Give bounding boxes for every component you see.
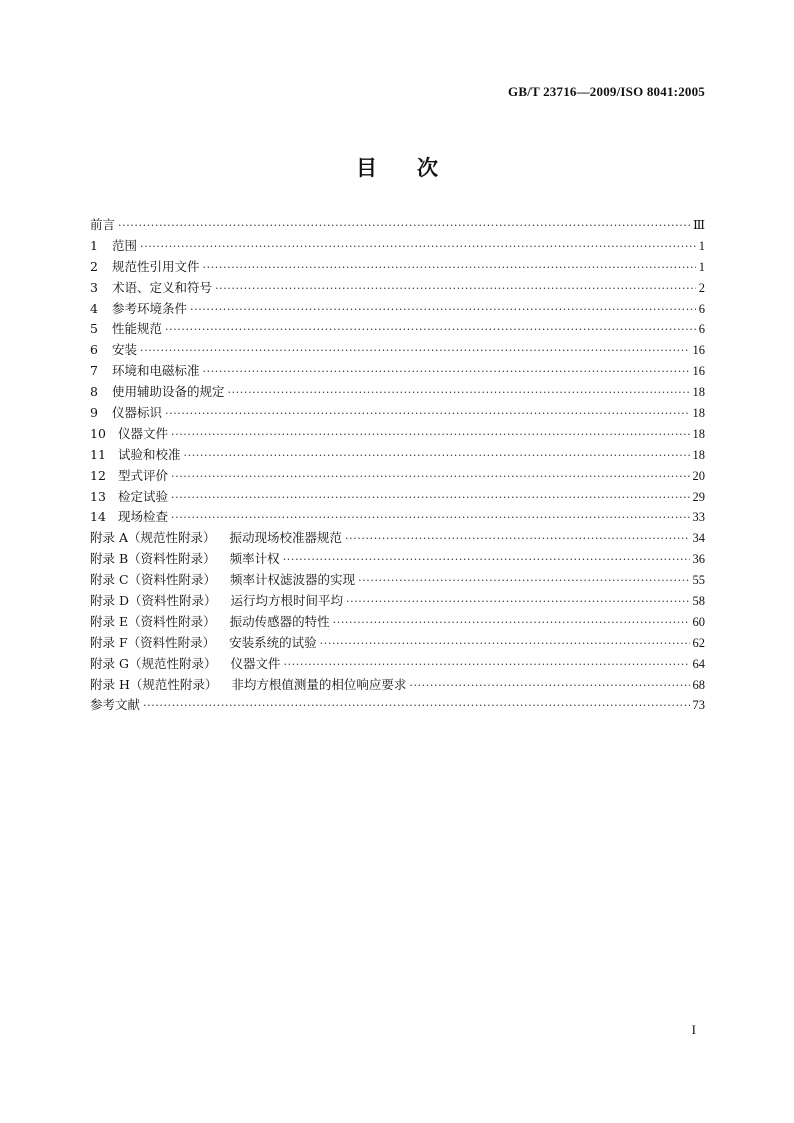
toc-entry-page: 2 bbox=[698, 280, 705, 295]
toc-entry-number: 12 bbox=[90, 467, 106, 483]
toc-annex-tag: 附录 E（资料性附录） bbox=[90, 613, 216, 629]
toc-entry-clause[interactable] bbox=[90, 257, 705, 278]
toc-entry-clause[interactable] bbox=[90, 424, 705, 445]
toc-entry-number: 11 bbox=[90, 446, 106, 462]
toc-entry-foreword[interactable] bbox=[90, 215, 705, 236]
toc-entry-page: 73 bbox=[692, 698, 705, 713]
toc-entry-number: 7 bbox=[90, 363, 98, 379]
toc-entry-page: 36 bbox=[692, 552, 705, 567]
toc-leader-dots bbox=[190, 300, 696, 321]
toc-entry-number: 14 bbox=[90, 509, 106, 525]
toc-entry-title: 使用辅助设备的规定 bbox=[112, 384, 225, 400]
toc-entry-title: 频率计权滤波器的实现 bbox=[230, 572, 356, 588]
toc-entry-title: 规范性引用文件 bbox=[112, 258, 200, 274]
toc-annex-tag: 附录 G（规范性附录） bbox=[90, 655, 217, 671]
toc-entry-title: 术语、定义和符号 bbox=[112, 279, 213, 295]
toc-entry-page: 16 bbox=[692, 364, 705, 379]
toc-entry-clause[interactable] bbox=[90, 278, 705, 299]
toc-entry-number: 3 bbox=[90, 279, 98, 295]
toc-entry-clause[interactable] bbox=[90, 507, 705, 528]
toc-entry-title: 振动传感器的特性 bbox=[229, 613, 330, 629]
toc-entry-title: 安装系统的试验 bbox=[229, 634, 317, 650]
toc-entry-title: 试验和校准 bbox=[118, 446, 181, 462]
toc-entry-title: 安装 bbox=[112, 342, 138, 358]
toc-leader-dots bbox=[171, 425, 689, 446]
toc-leader-dots bbox=[184, 446, 690, 467]
toc-entry-clause[interactable] bbox=[90, 487, 705, 508]
toc-entry-page: 20 bbox=[692, 468, 705, 483]
toc-entry-number: 6 bbox=[90, 342, 98, 358]
toc-annex-tag: 附录 H（规范性附录） bbox=[90, 676, 218, 692]
toc-leader-dots bbox=[346, 592, 689, 613]
toc-entry-page: 1 bbox=[698, 238, 705, 253]
toc-leader-dots bbox=[143, 696, 689, 717]
toc-entry-title: 非均方根值测量的相位响应要求 bbox=[231, 676, 407, 692]
toc-entry-page: 60 bbox=[692, 614, 705, 629]
toc-entry-page: 18 bbox=[692, 447, 705, 462]
toc-leader-dots bbox=[283, 550, 690, 571]
toc-leader-dots bbox=[165, 404, 689, 425]
toc-entry-number: 13 bbox=[90, 488, 106, 504]
toc-leader-dots bbox=[203, 258, 696, 279]
page-number: I bbox=[691, 1022, 696, 1037]
table-of-contents bbox=[90, 215, 705, 716]
toc-entry-page: 58 bbox=[692, 594, 705, 609]
toc-entry-annex[interactable] bbox=[90, 591, 705, 612]
toc-entry-number: 1 bbox=[90, 237, 98, 253]
toc-entry-title: 频率计权 bbox=[229, 551, 280, 567]
toc-leader-dots bbox=[333, 613, 690, 634]
toc-entry-clause[interactable] bbox=[90, 340, 705, 361]
toc-annex-tag: 附录 A（规范性附录） bbox=[90, 530, 216, 546]
toc-entry-page: 55 bbox=[692, 573, 705, 588]
toc-entry-title: 型式评价 bbox=[118, 467, 169, 483]
toc-entry-page: 34 bbox=[692, 531, 705, 546]
toc-leader-dots bbox=[118, 216, 690, 237]
toc-entry-annex[interactable] bbox=[90, 549, 705, 570]
toc-entry-title: 仪器文件 bbox=[118, 425, 169, 441]
toc-leader-dots bbox=[140, 341, 689, 362]
toc-entry-page: Ⅲ bbox=[692, 218, 705, 232]
toc-entry-page: 29 bbox=[692, 489, 705, 504]
toc-entry-page: 64 bbox=[692, 656, 705, 671]
toc-entry-page: 18 bbox=[692, 426, 705, 441]
toc-leader-dots bbox=[228, 383, 690, 404]
toc-entry-clause[interactable] bbox=[90, 403, 705, 424]
toc-leader-dots bbox=[409, 676, 689, 697]
toc-entry-annex[interactable] bbox=[90, 570, 705, 591]
toc-entry-title: 仪器标识 bbox=[112, 405, 163, 421]
toc-entry-number: 10 bbox=[90, 425, 106, 441]
toc-entry-page: 6 bbox=[698, 301, 705, 316]
toc-entry-annex[interactable] bbox=[90, 633, 705, 654]
toc-annex-tag: 附录 B（资料性附录） bbox=[90, 551, 216, 567]
toc-entry-references[interactable] bbox=[90, 695, 705, 716]
toc-entry-number: 5 bbox=[90, 321, 98, 337]
toc-entry-title: 检定试验 bbox=[118, 488, 169, 504]
toc-entry-annex[interactable] bbox=[90, 675, 705, 696]
toc-leader-dots bbox=[283, 655, 689, 676]
standard-number: GB/T 23716—2009/ISO 8041:2005 bbox=[508, 84, 705, 99]
toc-entry-page: 18 bbox=[692, 406, 705, 421]
toc-entry-clause[interactable] bbox=[90, 299, 705, 320]
toc-entry-annex[interactable] bbox=[90, 612, 705, 633]
toc-leader-dots bbox=[140, 237, 696, 258]
toc-leader-dots bbox=[171, 508, 689, 529]
toc-leader-dots bbox=[165, 320, 696, 341]
toc-entry-title: 运行均方根时间平均 bbox=[230, 593, 344, 609]
toc-entry-title: 现场检查 bbox=[118, 509, 169, 525]
toc-entry-clause[interactable] bbox=[90, 319, 705, 340]
toc-entry-clause[interactable] bbox=[90, 466, 705, 487]
toc-entry-title: 仪器文件 bbox=[230, 655, 281, 671]
toc-entry-number: 9 bbox=[90, 405, 98, 421]
toc-entry-annex[interactable] bbox=[90, 654, 705, 675]
toc-entry-title: 参考环境条件 bbox=[112, 300, 188, 316]
toc-leader-dots bbox=[171, 488, 689, 509]
toc-entry-page: 62 bbox=[692, 635, 705, 650]
toc-entry-title: 范围 bbox=[112, 237, 138, 253]
toc-entry-title: 振动现场校准器规范 bbox=[229, 530, 343, 546]
toc-entry-title: 前言 bbox=[90, 217, 116, 232]
toc-annex-tag: 附录 F（资料性附录） bbox=[90, 634, 216, 650]
toc-entry-page: 33 bbox=[692, 510, 705, 525]
toc-entry-number: 2 bbox=[90, 258, 98, 274]
page-title: 目次 bbox=[356, 155, 478, 180]
toc-entry-clause[interactable] bbox=[90, 361, 705, 382]
toc-leader-dots bbox=[320, 634, 690, 655]
toc-leader-dots bbox=[358, 571, 689, 592]
toc-entry-page: 16 bbox=[692, 343, 705, 358]
toc-entry-clause[interactable] bbox=[90, 382, 705, 403]
toc-entry-annex[interactable] bbox=[90, 528, 705, 549]
toc-entry-page: 68 bbox=[692, 677, 705, 692]
toc-leader-dots bbox=[345, 529, 689, 550]
toc-entry-title: 环境和电磁标准 bbox=[112, 363, 200, 379]
toc-entry-number: 4 bbox=[90, 300, 98, 316]
toc-annex-tag: 附录 D（资料性附录） bbox=[90, 593, 217, 609]
toc-annex-tag: 附录 C（资料性附录） bbox=[90, 572, 217, 588]
toc-entry-number: 8 bbox=[90, 384, 98, 400]
toc-entry-title: 参考文献 bbox=[90, 697, 141, 713]
toc-entry-clause[interactable] bbox=[90, 445, 705, 466]
toc-leader-dots bbox=[203, 362, 690, 383]
toc-leader-dots bbox=[215, 279, 696, 300]
toc-entry-page: 1 bbox=[698, 259, 705, 274]
toc-entry-title: 性能规范 bbox=[112, 321, 163, 337]
toc-leader-dots bbox=[171, 467, 689, 488]
toc-entry-page: 6 bbox=[698, 322, 705, 337]
toc-entry-page: 18 bbox=[692, 385, 705, 400]
toc-entry-clause[interactable] bbox=[90, 236, 705, 257]
